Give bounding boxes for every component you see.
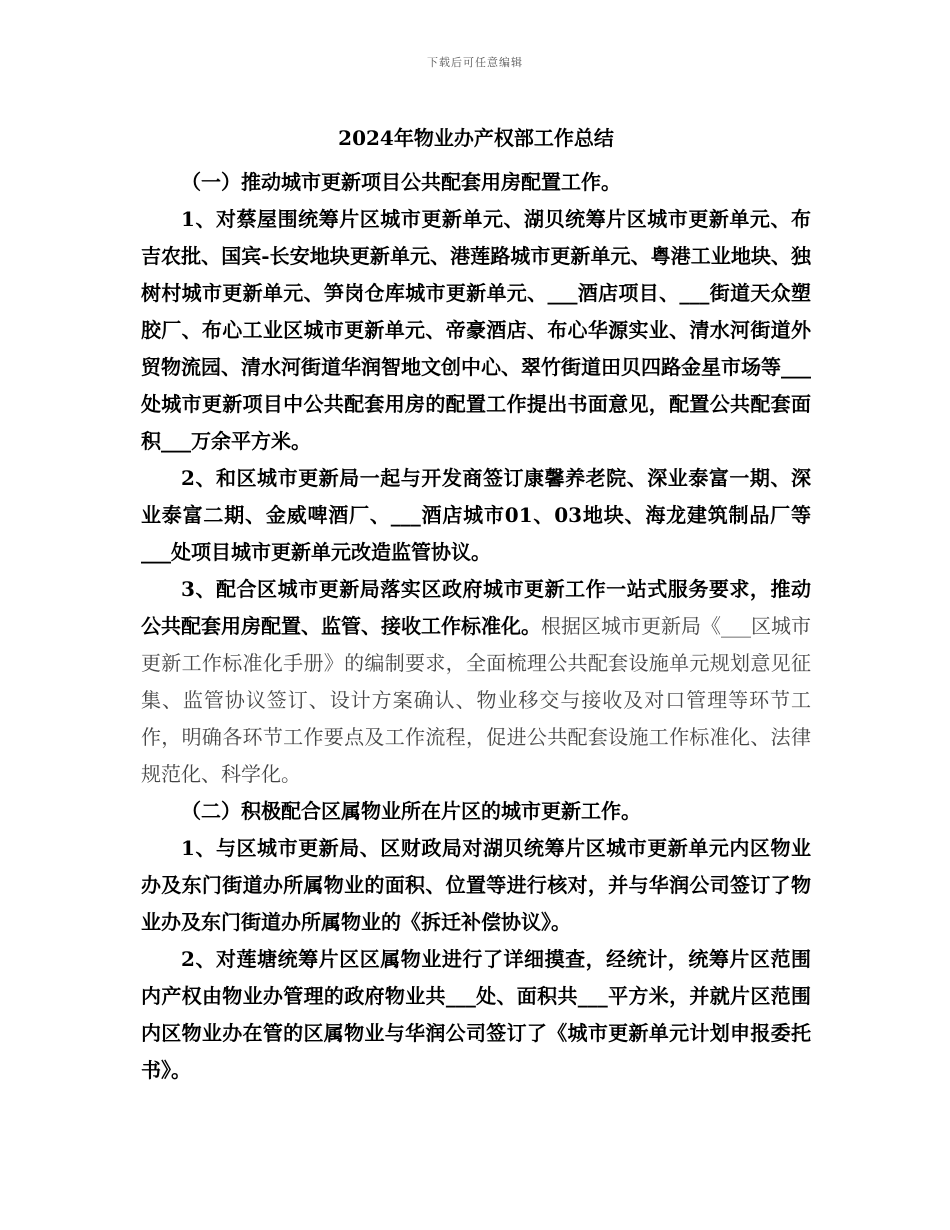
section-1-heading: （一）推动城市更新项目公共配套用房配置工作。 <box>181 170 621 194</box>
document-title: 2024年物业办产权部工作总结 <box>338 126 614 150</box>
section-2-item-1: 1、与区城市更新局、区财政局对湖贝统筹片区城市更新单元内区物业办及东门街道办所属物业的面积、位置等进行核对，并与华润公司签订了物业办及东门街道办所属物业的《拆迁补偿协议》。 <box>141 836 811 934</box>
section-1-item-3 <box>141 571 811 793</box>
section-2-item-2: 2、对莲塘统筹片区区属物业进行了详细摸查，经统计，统筹片区范围内产权由物业办管理的政府物业共___处、面积共___平方米，并就片区范围内区物业办在管的区属物业与华润公司签订了《城市更新单元计划申报委托书》。 <box>141 947 811 1082</box>
header-note: 下载后可任意编辑 <box>427 56 523 69</box>
section-1-item-3-bold: 3、配合区城市更新局落实区政府城市更新工作一站式服务要求，推动公共配套用房配置、监管、接收工作标准化。 <box>141 577 811 638</box>
section-2-heading: （二）积极配合区属物业所在片区的城市更新工作。 <box>181 799 641 823</box>
section-1-item-1: 1、对蔡屋围统筹片区城市更新单元、湖贝统筹片区城市更新单元、布吉农批、国宾-长安地块更新单元、港莲路城市更新单元、粤港工业地块、独树村城市更新单元、笋岗仓库城市更新单元、___酒店项目、___街道天众塑胶厂、布心工业区城市更新单元、帝豪酒店、布心华源实业、清水河街道外贸物流园、清水河街道华润智地文创中心、翠竹街道田贝四路金星市场等___处城市更新项目中公共配套用房的配置工作提出书面意见，配置公共配套面积___万余平方米。 <box>141 207 811 453</box>
document-body <box>141 118 811 1089</box>
section-1-item-3-rest: 根据区城市更新局《___区城市更新工作标准化手册》的编制要求，全面梳理公共配套设施单元规划意见征集、监管协议签订、设计方案确认、物业移交与接收及对口管理等环节工作，明确各环节工作要点及工作流程，促进公共配套设施工作标准化、法律规范化、科学化。 <box>141 614 811 786</box>
section-1-item-2: 2、和区城市更新局一起与开发商签订康馨养老院、深业泰富一期、深业泰富二期、金威啤酒厂、___酒店城市01、03地块、海龙建筑制品厂等___处项目城市更新单元改造监管协议。 <box>141 466 811 564</box>
